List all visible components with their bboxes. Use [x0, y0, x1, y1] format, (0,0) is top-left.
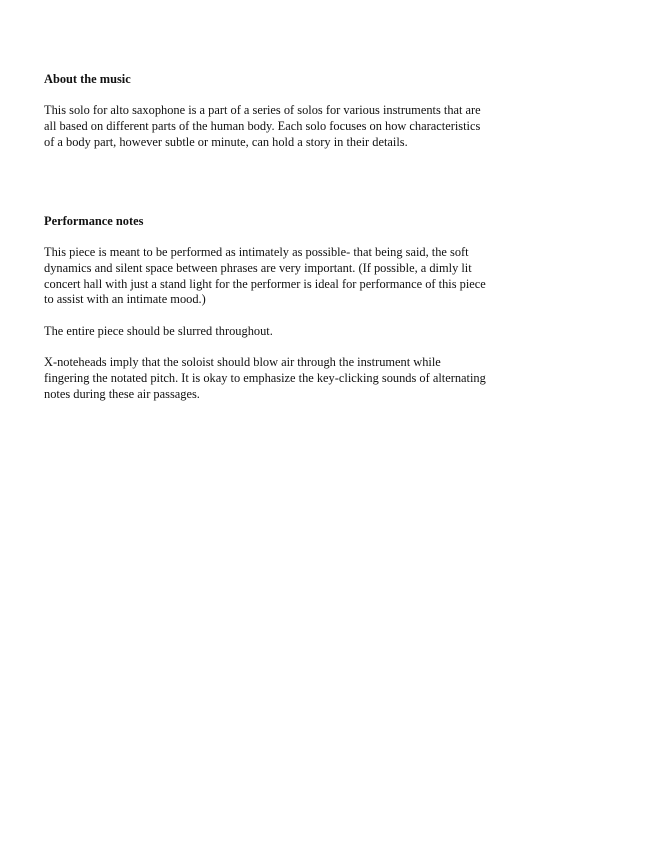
- performance-line: This piece is meant to be performed as intimately as possible- that being said, the soft: [44, 245, 469, 259]
- performance-line: dynamics and silent space between phrases are very important. (If possible, a dimly lit: [44, 260, 472, 275]
- paragraph-spacer: [44, 339, 486, 355]
- performance-line: X-noteheads imply that the soloist should blow air through the instrument while: [44, 354, 441, 369]
- performance-line: concert hall with just a stand light for the performer is ideal for performance of this piece: [44, 276, 486, 291]
- performance-line: to assist with an intimate mood.): [44, 292, 206, 307]
- performance-paragraph-2: [44, 324, 486, 340]
- performance-section: [44, 213, 486, 402]
- paragraph-spacer: [44, 308, 486, 324]
- about-line: all based on different parts of the human body. Each solo focuses on how characteristics: [44, 118, 481, 133]
- performance-line: notes during these air passages.: [44, 386, 200, 401]
- about-paragraph: [44, 103, 481, 150]
- about-heading: About the music: [44, 72, 131, 86]
- about-section: [44, 71, 481, 150]
- about-line: This solo for alto saxophone is a part of a series of solos for various instruments that are: [44, 103, 481, 117]
- about-line: of a body part, however subtle or minute, can hold a story in their details.: [44, 134, 408, 149]
- performance-paragraph-3: [44, 355, 486, 402]
- performance-paragraph-1: [44, 245, 486, 308]
- performance-line: The entire piece should be slurred throughout.: [44, 323, 273, 338]
- performance-heading: Performance notes: [44, 214, 144, 228]
- performance-line: fingering the notated pitch. It is okay to emphasize the key-clicking sounds of alternating: [44, 370, 486, 385]
